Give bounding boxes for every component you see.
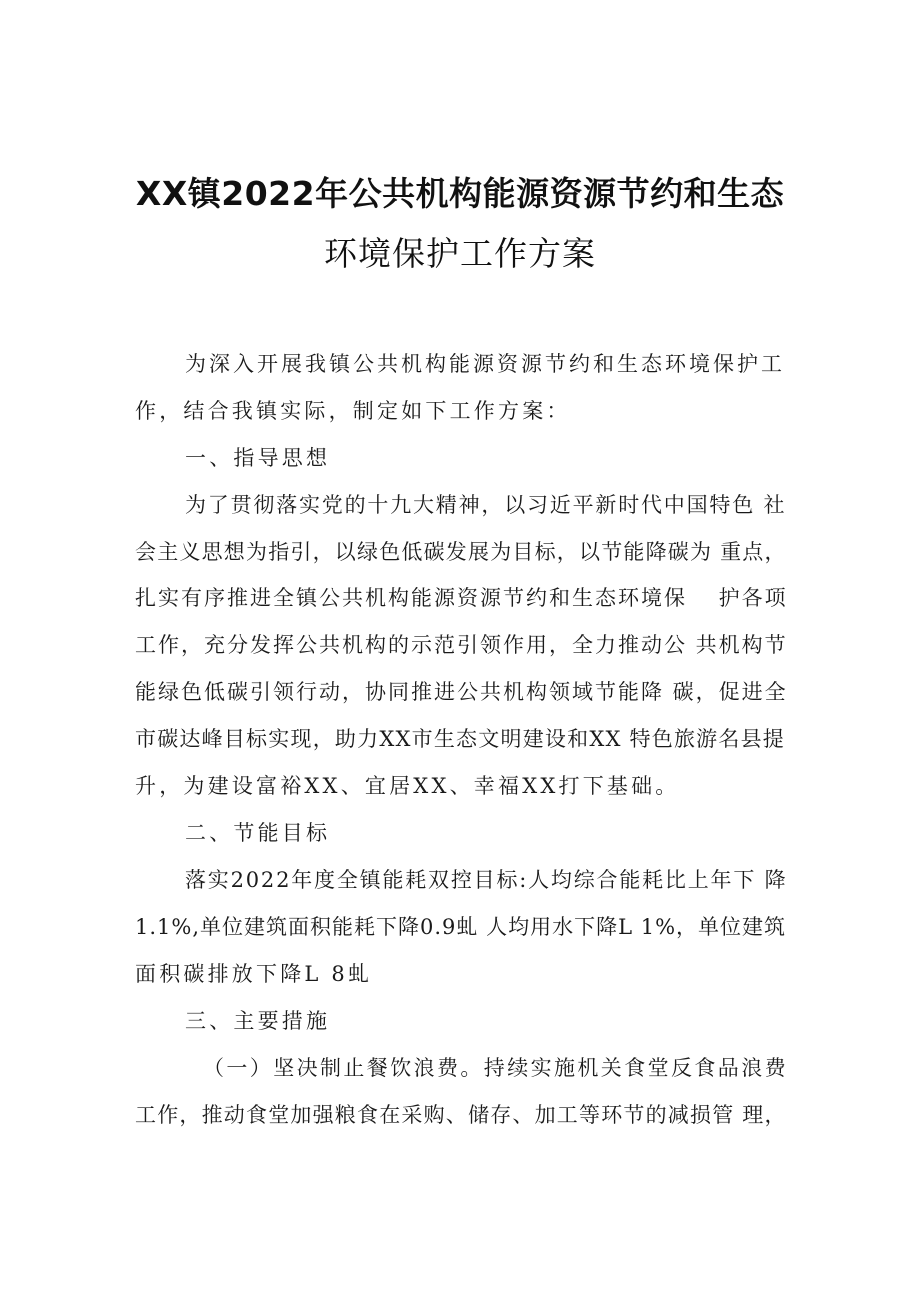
paragraph-line: 扎实有序推进全镇公共机构能源资源节约和生态环境保 护各项: [135, 586, 788, 610]
paragraph-line: 作，结合我镇实际，制定如下工作方案：: [135, 399, 571, 423]
paragraph-line: 市碳达峰目标实现，助力XX市生态文明建设和XX 特色旅游名县提: [135, 727, 785, 751]
paragraph-line: 会主义思想为指引，以绿色低碳发展为目标，以节能降碳为 重点，: [135, 540, 787, 564]
paragraph-line: 落实2022年度全镇能耗双控目标:人均综合能耗比上年下 降: [185, 868, 788, 892]
section-heading: 三、主要措施: [185, 1009, 331, 1033]
document-title-line-1: XX镇2022年公共机构能源资源节约和生态: [135, 174, 785, 213]
section-heading: 二、节能目标: [185, 821, 331, 845]
paragraph-line: 面积碳排放下降L 8虬: [135, 962, 373, 986]
paragraph-line: 工作，充分发挥公共机构的示范引领作用，全力推动公 共机构节: [135, 633, 788, 657]
paragraph-line: 1.1%,单位建筑面积能耗下降0.9虬 人均用水下降L 1%，单位建筑: [135, 915, 787, 939]
document-title-line-2: 环境保护工作方案: [324, 234, 596, 273]
paragraph-line: 工作，推动食堂加强粮食在采购、储存、加工等环节的减损管 理，: [135, 1103, 787, 1127]
paragraph-line: 升，为建设富裕XX、宜居XX、幸福XX打下基础。: [135, 774, 680, 798]
section-heading: 一、指导思想: [185, 446, 331, 470]
paragraph-line: 为了贯彻落实党的十九大精神，以习近平新时代中国特色 社: [185, 493, 787, 517]
paragraph-line: 为深入开展我镇公共机构能源资源节约和生态环境保护工: [185, 352, 785, 376]
paragraph-line: 能绿色低碳引领行动，协同推进公共机构领域节能降 碳，促进全: [135, 680, 788, 704]
paragraph-line: （一）坚决制止餐饮浪费。持续实施机关食堂反食品浪费: [203, 1056, 788, 1080]
